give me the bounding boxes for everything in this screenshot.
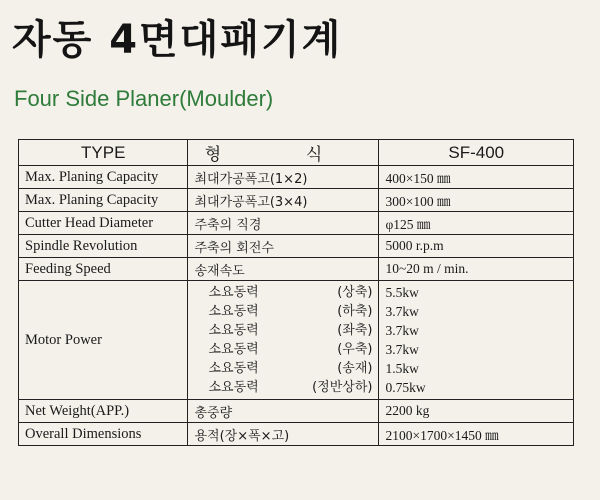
motor-item-value: 5.5kw	[385, 285, 419, 300]
header-type: TYPE	[19, 140, 188, 166]
row-value: 5000 r.p.m	[379, 235, 574, 258]
motor-item-pos: (송재)	[337, 361, 373, 376]
row-value: 300×100 ㎜	[379, 189, 574, 212]
row-value: φ125 ㎜	[379, 212, 574, 235]
row-label-en: Cutter Head Diameter	[19, 212, 188, 235]
row-label-en: Max. Planing Capacity	[19, 189, 188, 212]
row-value: 10~20 m / min.	[379, 258, 574, 281]
motor-item-pos: (상축)	[337, 285, 373, 300]
row-label-ko: 송재속도	[188, 258, 379, 281]
motor-item	[194, 302, 372, 321]
table-row	[19, 166, 574, 189]
row-label-ko: 주축의 회전수	[188, 235, 379, 258]
motor-item	[194, 283, 372, 302]
motor-item-name: 소요동력	[208, 380, 259, 395]
motor-item-value: 3.7kw	[385, 342, 419, 357]
motor-item-pos: (좌축)	[337, 323, 373, 338]
motor-item-name: 소요동력	[208, 361, 259, 376]
motor-item-value: 3.7kw	[385, 304, 419, 319]
table-row	[19, 400, 574, 423]
row-label-ko: 최대가공폭고(3×4)	[188, 189, 379, 212]
motor-item	[194, 340, 372, 359]
row-label-en: Net Weight(APP.)	[19, 400, 188, 423]
motor-values	[379, 281, 574, 400]
motor-item-name: 소요동력	[208, 285, 259, 300]
table-row	[19, 235, 574, 258]
motor-item-pos: (우축)	[337, 342, 373, 357]
row-label-en: Feeding Speed	[19, 258, 188, 281]
motor-item-value: 1.5kw	[385, 361, 419, 376]
motor-items	[188, 281, 379, 400]
row-label-ko: 주축의 직경	[188, 212, 379, 235]
motor-item-pos: (하축)	[337, 304, 373, 319]
header-model: SF-400	[379, 140, 574, 166]
row-label-ko: 용적(장×폭×고)	[188, 423, 379, 446]
header-ko: 형 식	[188, 140, 379, 166]
motor-power-label: Motor Power	[19, 281, 188, 400]
motor-item-name: 소요동력	[208, 323, 259, 338]
page-title: 자동 4면대패기계	[12, 17, 343, 63]
row-label-en: Max. Planing Capacity	[19, 166, 188, 189]
row-label-ko: 최대가공폭고(1×2)	[188, 166, 379, 189]
table-row	[19, 189, 574, 212]
motor-item-name: 소요동력	[208, 342, 259, 357]
motor-item-name: 소요동력	[208, 304, 259, 319]
motor-item-value: 3.7kw	[385, 323, 419, 338]
motor-item-value: 0.75kw	[385, 380, 426, 395]
row-label-ko: 총중량	[188, 400, 379, 423]
motor-item	[194, 321, 372, 340]
motor-item	[194, 378, 372, 397]
row-value: 2200 kg	[379, 400, 574, 423]
table-row	[19, 258, 574, 281]
motor-item-pos: (정반상하)	[312, 380, 373, 395]
row-value: 400×150 ㎜	[379, 166, 574, 189]
spec-table	[18, 139, 574, 446]
table-header-row	[19, 140, 574, 166]
motor-power-row	[19, 281, 574, 400]
row-label-en: Spindle Revolution	[19, 235, 188, 258]
row-label-en: Overall Dimensions	[19, 423, 188, 446]
motor-item	[194, 359, 372, 378]
page-subtitle: Four Side Planer(Moulder)	[14, 86, 274, 111]
table-row	[19, 212, 574, 235]
table-row	[19, 423, 574, 446]
row-value: 2100×1700×1450 ㎜	[379, 423, 574, 446]
